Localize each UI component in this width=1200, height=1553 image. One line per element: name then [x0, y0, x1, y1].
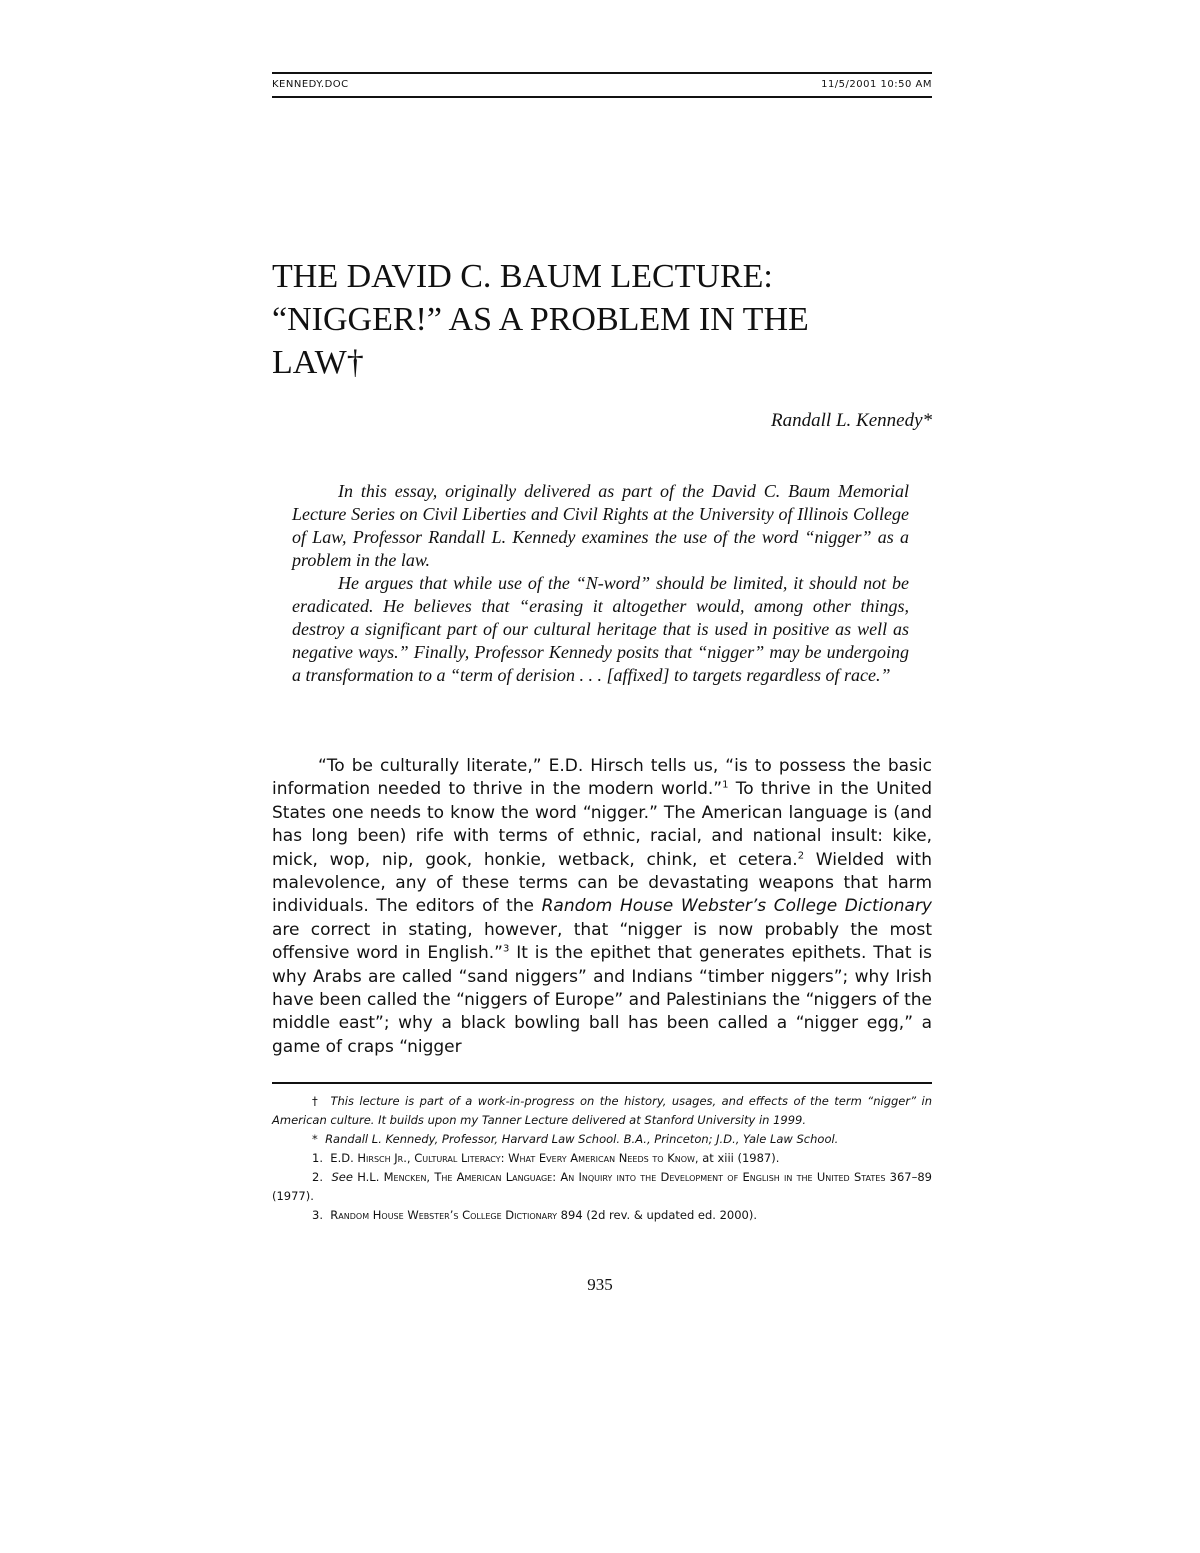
footnote-2-citation: H.L. Mencken, The American Language: An Inquiry into the Development of English in the United States	[357, 1170, 886, 1184]
author-byline: Randall L. Kennedy*	[771, 410, 932, 431]
title-line-1: THE DAVID C. BAUM LECTURE:	[272, 258, 773, 295]
body-sentence-1: “To be culturally literate,” E.D. Hirsch tells us, “is to possess the basic information needed to thrive in the modern world.”	[272, 756, 932, 800]
footnote-ref-1[interactable]: 1	[722, 779, 729, 791]
footnote-1-mark: 1.	[312, 1151, 323, 1165]
abstract-paragraph-1: In this essay, originally delivered as part of the David C. Baum Memorial Lecture Series on Civil Liberties and Civil Rights at the University of Illinois College of Law, Professor Randall L. Kennedy examines the use of the word “nigger” as a problem in the law.	[292, 481, 909, 570]
footnote-star	[272, 1130, 932, 1149]
body-sentence-5: It is the epithet that generates epithets. That is why Arabs are called “sand niggers” and Indians “timber niggers”; why Irish have been called the “niggers of Europe” and Palestinians the “niggers of the middle east”; why a black bowling ball has been called a “nigger egg,” a game of craps “nigger	[272, 943, 932, 1057]
footnotes	[272, 1092, 932, 1225]
footnote-star-mark: *	[312, 1132, 318, 1146]
header-filename: KENNEDY.DOC	[272, 79, 349, 90]
footnote-dagger	[272, 1092, 932, 1130]
page-number: 935	[587, 1275, 613, 1294]
footnote-3-pin: 894 (2d rev. & updated ed. 2000).	[557, 1208, 758, 1222]
footnote-2	[272, 1168, 932, 1206]
footnote-1	[272, 1149, 932, 1168]
body-text	[272, 755, 932, 1059]
footnote-1-citation: E.D. Hirsch Jr., Cultural Literacy: What Every American Needs to Know	[330, 1151, 695, 1165]
footnote-ref-2[interactable]: 2	[797, 849, 805, 861]
footnote-star-text: Randall L. Kennedy, Professor, Harvard Law School. B.A., Princeton; J.D., Yale Law School.	[325, 1132, 839, 1146]
body-sentence-3: Wielded with malevolence, any of these terms can be devastating weapons that harm individuals. The editors of the	[272, 849, 932, 917]
footnote-2-mark: 2.	[312, 1170, 323, 1184]
body-sentence-2: To thrive in the United States one needs to know the word “nigger.” The American language is (and has long been) rife with terms of ethnic, racial, and national insult: kike, mick, wop, nip, gook, honkie, wetback, chink, et cetera.	[272, 779, 932, 870]
title-line-3: LAW†	[272, 344, 364, 381]
footnote-divider	[272, 1082, 932, 1084]
footnote-2-signal: See	[331, 1170, 353, 1184]
abstract-paragraph-2: He argues that while use of the “N-word” should be limited, it should not be eradicated. He believes that “erasing it altogether would, among other things, destroy a significant part of our cultural heritage that is used in positive as well as negative ways.” Finally, Professor Kennedy posits that “nigger” may be undergoing a transformation to a “term of derision . . . [affixed] to targets regardless of race.”	[292, 573, 909, 685]
footnote-dagger-mark: †	[312, 1094, 320, 1108]
footnote-ref-3[interactable]: 3	[502, 943, 510, 955]
article-title	[272, 255, 932, 384]
title-line-2: “NIGGER!” AS A PROBLEM IN THE	[272, 301, 809, 338]
footnote-3	[272, 1206, 932, 1225]
footnote-dagger-text: This lecture is part of a work-in-progress on the history, usages, and effects of the term “nigger” in American culture. It builds upon my Tanner Lecture delivered at Stanford University in 1999.	[272, 1094, 933, 1127]
footnote-2-pin: 367–89 (1977).	[272, 1170, 932, 1203]
footnote-3-citation: Random House Webster’s College Dictionary	[330, 1208, 558, 1222]
body-sentence-4: are correct in stating, however, that “nigger is now probably the most offensive word in English.”	[272, 919, 932, 964]
footnote-3-mark: 3.	[312, 1208, 323, 1222]
header-timestamp: 11/5/2001 10:50 AM	[821, 79, 932, 90]
running-header	[272, 72, 932, 98]
dictionary-title: Random House Webster’s College Dictionary	[541, 896, 932, 917]
abstract	[292, 480, 909, 687]
footnote-1-pin: , at xiii (1987).	[694, 1151, 780, 1165]
body-paragraph	[272, 755, 932, 1059]
